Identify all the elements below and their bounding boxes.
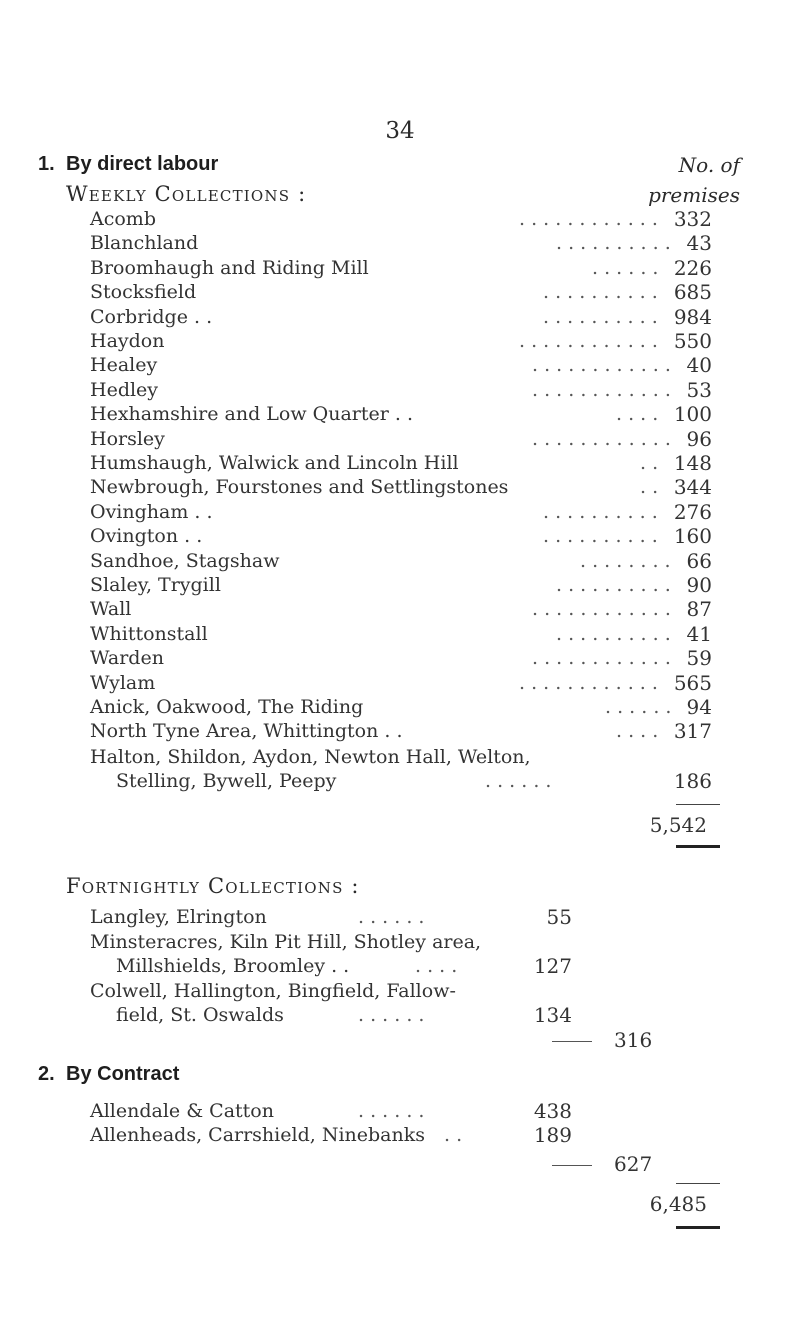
item-value: 55 bbox=[546, 905, 572, 929]
item-label: Hexhamshire and Low Quarter . . bbox=[90, 403, 414, 425]
item-value: 66 bbox=[686, 549, 712, 573]
item-value: 317 bbox=[673, 719, 712, 743]
list-item bbox=[90, 647, 710, 669]
item-value: 148 bbox=[673, 451, 712, 475]
list-item bbox=[90, 476, 710, 498]
weekly-collections-heading: Weekly Collections : bbox=[66, 182, 307, 206]
leader-dots: . . . . . . bbox=[358, 906, 425, 928]
item-value: 41 bbox=[686, 622, 712, 646]
subtotal-rule bbox=[676, 804, 720, 805]
leader-dots: . . . . . . . . . . bbox=[543, 501, 658, 523]
item-label: Minsteracres, Kiln Pit Hill, Shotley area, bbox=[90, 931, 482, 953]
leader-dots: . . . . . . bbox=[358, 1004, 425, 1026]
item-label: Healey bbox=[90, 354, 158, 376]
list-item bbox=[90, 746, 710, 768]
grand-total: 6,485 bbox=[649, 1192, 707, 1216]
item-label: field, St. Oswalds bbox=[116, 1004, 284, 1026]
list-item bbox=[90, 1100, 570, 1122]
list-item bbox=[90, 931, 570, 953]
item-value: 565 bbox=[673, 671, 712, 695]
item-label: Broomhaugh and Riding Mill bbox=[90, 257, 369, 279]
item-label: Halton, Shildon, Aydon, Newton Hall, Welton, bbox=[90, 746, 531, 768]
section-2-number: 2. bbox=[38, 1063, 55, 1085]
leader-dots: . . . . . . . . . . bbox=[556, 623, 671, 645]
leader-dots: . . . . bbox=[616, 720, 659, 742]
item-value: 43 bbox=[686, 231, 712, 255]
list-item bbox=[90, 525, 710, 547]
section-1-title: By direct labour bbox=[66, 153, 219, 175]
item-label: Blanchland bbox=[90, 232, 199, 254]
list-item bbox=[90, 354, 710, 376]
list-item bbox=[90, 980, 570, 1002]
item-value: 160 bbox=[673, 524, 712, 548]
list-item bbox=[90, 696, 710, 718]
item-label: Hedley bbox=[90, 379, 159, 401]
item-value: 40 bbox=[686, 353, 712, 377]
leader-dots: . . . . . . . . . . . . bbox=[519, 672, 658, 694]
item-label: Wall bbox=[90, 598, 132, 620]
column-header-no-of: No. of bbox=[678, 153, 740, 177]
leader-dots: . . bbox=[640, 476, 659, 498]
item-label: Wylam bbox=[90, 672, 156, 694]
leader-dots: . . . . . . bbox=[592, 257, 659, 279]
contract-total: 627 bbox=[614, 1152, 653, 1176]
list-item bbox=[90, 720, 710, 742]
page-number: 34 bbox=[385, 118, 415, 144]
item-value: 134 bbox=[533, 1003, 572, 1027]
item-value: 96 bbox=[686, 427, 712, 451]
item-label: Warden bbox=[90, 647, 164, 669]
list-item bbox=[90, 208, 710, 230]
subtotal-dash bbox=[552, 1165, 592, 1166]
list-item bbox=[90, 598, 710, 620]
list-item bbox=[90, 306, 710, 328]
item-label: Slaley, Trygill bbox=[90, 574, 221, 596]
leader-dots: . . . . . . bbox=[605, 696, 672, 718]
list-item-continuation bbox=[90, 955, 570, 977]
item-value: 59 bbox=[686, 646, 712, 670]
list-item bbox=[90, 623, 710, 645]
item-label: Anick, Oakwood, The Riding bbox=[90, 696, 364, 718]
leader-dots: . . . . . . . . . . . . bbox=[532, 354, 671, 376]
leader-dots: . . bbox=[444, 1124, 463, 1146]
item-value: 53 bbox=[686, 378, 712, 402]
item-label: Newbrough, Fourstones and Settlingstones bbox=[90, 476, 509, 498]
leader-dots: . . . . . . bbox=[358, 1100, 425, 1122]
item-value: 438 bbox=[533, 1099, 572, 1123]
item-value: 100 bbox=[673, 402, 712, 426]
leader-dots: . . . . bbox=[616, 403, 659, 425]
item-value: 685 bbox=[673, 280, 712, 304]
grand-total-rule bbox=[676, 1183, 720, 1184]
item-label: Sandhoe, Stagshaw bbox=[90, 550, 280, 572]
list-item bbox=[90, 379, 710, 401]
item-value: 186 bbox=[673, 769, 712, 793]
item-label: Stelling, Bywell, Peepy bbox=[116, 770, 337, 792]
fortnightly-total: 316 bbox=[614, 1028, 653, 1052]
item-label: Colwell, Hallington, Bingfield, Fallow- bbox=[90, 980, 456, 1002]
total-double-rule bbox=[676, 845, 720, 848]
item-label: Stocksfield bbox=[90, 281, 197, 303]
section-2-title: By Contract bbox=[66, 1063, 180, 1085]
list-item bbox=[90, 330, 710, 352]
leader-dots: . . . . . . . . . . . . bbox=[532, 598, 671, 620]
leader-dots: . . . . . . . . . . . . bbox=[532, 379, 671, 401]
list-item bbox=[90, 452, 710, 474]
item-value: 550 bbox=[673, 329, 712, 353]
item-value: 189 bbox=[533, 1123, 572, 1147]
item-label: North Tyne Area, Whittington . . bbox=[90, 720, 403, 742]
list-item-continuation bbox=[90, 1004, 570, 1026]
item-value: 127 bbox=[533, 954, 572, 978]
list-item bbox=[90, 281, 710, 303]
item-label: Whittonstall bbox=[90, 623, 208, 645]
leader-dots: . . . . . . . . bbox=[580, 550, 671, 572]
grand-total-double-rule bbox=[676, 1226, 720, 1229]
list-item-continuation bbox=[90, 770, 710, 792]
list-item bbox=[90, 428, 710, 450]
item-label: Haydon bbox=[90, 330, 165, 352]
item-label: Corbridge . . bbox=[90, 306, 213, 328]
list-item bbox=[90, 672, 710, 694]
section-1-number: 1. bbox=[38, 153, 55, 175]
list-item bbox=[90, 403, 710, 425]
list-item bbox=[90, 906, 570, 928]
weekly-total: 5,542 bbox=[649, 813, 707, 837]
item-value: 87 bbox=[686, 597, 712, 621]
list-item bbox=[90, 574, 710, 596]
list-item bbox=[90, 501, 710, 523]
item-value: 984 bbox=[673, 305, 712, 329]
item-label: Acomb bbox=[90, 208, 156, 230]
item-value: 90 bbox=[686, 573, 712, 597]
fortnightly-collections-heading: Fortnightly Collections : bbox=[66, 874, 360, 898]
leader-dots: . . . . bbox=[415, 955, 458, 977]
item-value: 276 bbox=[673, 500, 712, 524]
item-value: 344 bbox=[673, 475, 712, 499]
leader-dots: . . . . . . . . . . bbox=[556, 232, 671, 254]
item-label: Millshields, Broomley . . bbox=[116, 955, 350, 977]
leader-dots: . . . . . . . . . . . . bbox=[519, 330, 658, 352]
item-label: Allenheads, Carrshield, Ninebanks bbox=[90, 1124, 425, 1146]
leader-dots: . . bbox=[640, 452, 659, 474]
leader-dots: . . . . . . . . . . bbox=[543, 281, 658, 303]
leader-dots: . . . . . . bbox=[485, 770, 552, 792]
leader-dots: . . . . . . . . . . bbox=[543, 525, 658, 547]
leader-dots: . . . . . . . . . . . . bbox=[519, 208, 658, 230]
item-value: 226 bbox=[673, 256, 712, 280]
item-label: Horsley bbox=[90, 428, 165, 450]
list-item bbox=[90, 232, 710, 254]
item-label: Allendale & Catton bbox=[90, 1100, 274, 1122]
subtotal-dash bbox=[552, 1041, 592, 1042]
column-header-premises: premises bbox=[648, 183, 740, 207]
list-item bbox=[90, 1124, 570, 1146]
item-value: 94 bbox=[686, 695, 712, 719]
list-item bbox=[90, 550, 710, 572]
item-value: 332 bbox=[673, 207, 712, 231]
leader-dots: . . . . . . . . . . bbox=[543, 306, 658, 328]
list-item bbox=[90, 257, 710, 279]
item-label: Langley, Elrington bbox=[90, 906, 267, 928]
item-label: Ovingham . . bbox=[90, 501, 213, 523]
leader-dots: . . . . . . . . . . bbox=[556, 574, 671, 596]
leader-dots: . . . . . . . . . . . . bbox=[532, 647, 671, 669]
leader-dots: . . . . . . . . . . . . bbox=[532, 428, 671, 450]
item-label: Humshaugh, Walwick and Lincoln Hill bbox=[90, 452, 459, 474]
item-label: Ovington . . bbox=[90, 525, 203, 547]
